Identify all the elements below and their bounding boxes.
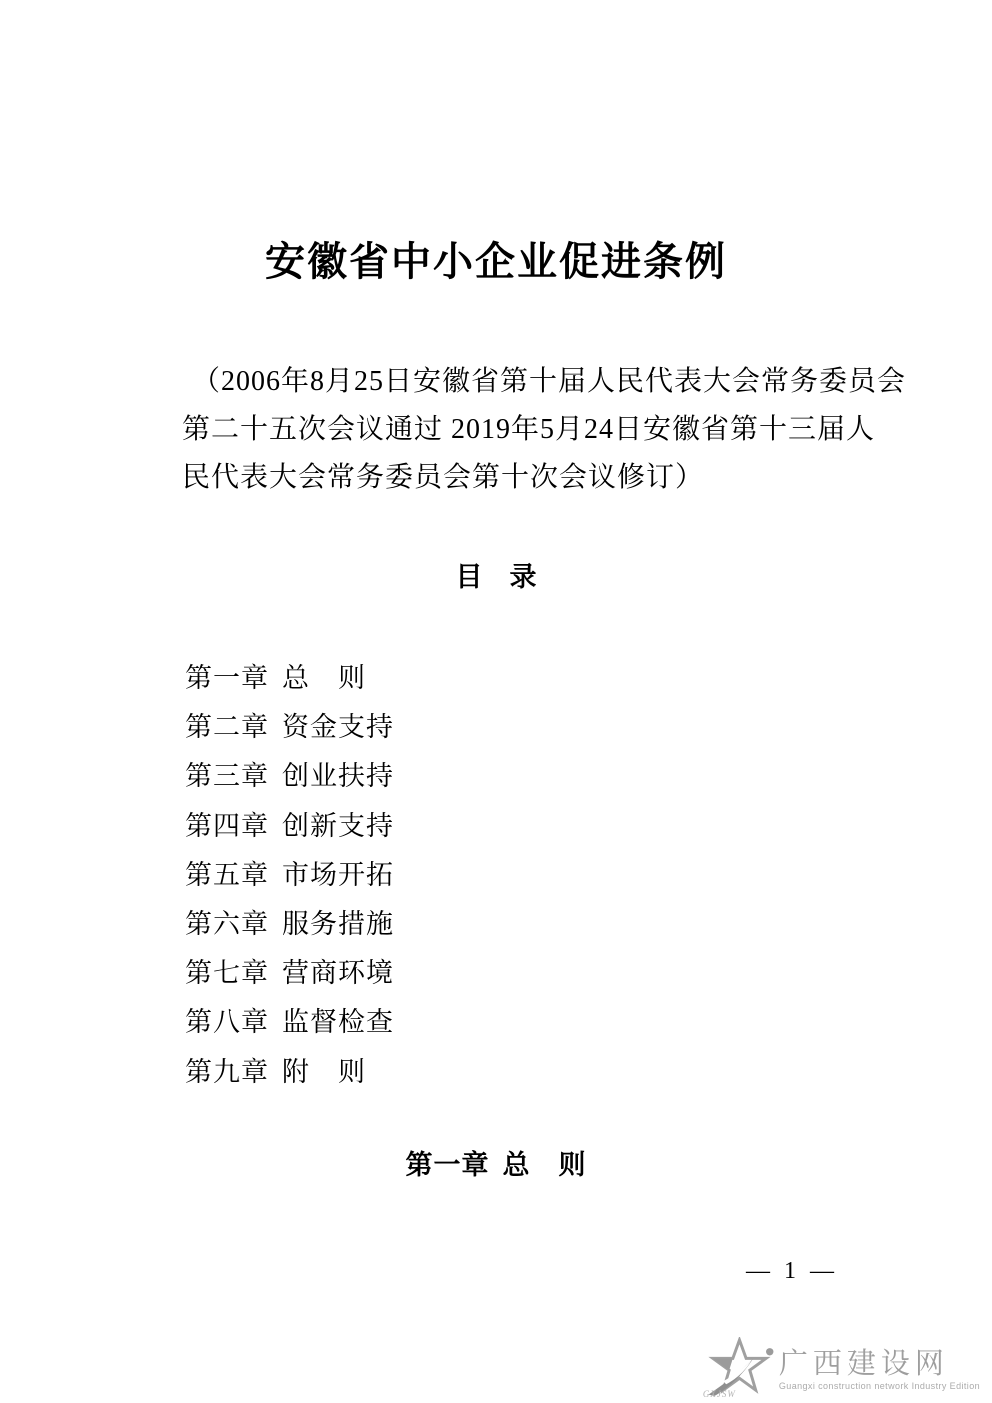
toc-chapter-number: 第八章	[185, 1007, 269, 1038]
chapter-1-heading	[0, 1149, 992, 1181]
site-watermark	[701, 1337, 980, 1399]
toc-chapter-number: 第一章	[185, 663, 269, 694]
toc-item	[185, 848, 394, 897]
toc-item	[185, 651, 394, 700]
toc-chapter-number: 第二章	[185, 712, 269, 743]
chapter-heading-number: 第一章	[405, 1150, 490, 1180]
toc-item	[185, 897, 394, 946]
logo-script-text: GXJSW	[702, 1389, 736, 1399]
toc-list	[185, 651, 394, 1094]
toc-item	[185, 700, 394, 749]
toc-item	[185, 946, 394, 995]
toc-item	[185, 749, 394, 798]
toc-chapter-title: 附 则	[282, 1056, 366, 1087]
toc-chapter-title: 资金支持	[282, 712, 394, 743]
toc-chapter-title: 服务措施	[282, 909, 394, 940]
toc-chapter-title: 创新支持	[282, 810, 394, 841]
page-number: — 1 —	[746, 1258, 838, 1284]
enactment-note-line: （2006年8月25日安徽省第十届人民代表大会常务委员会	[192, 366, 907, 397]
enactment-note-line: 第二十五次会议通过 2019年5月24日安徽省第十三届人	[182, 414, 876, 445]
toc-chapter-number: 第七章	[185, 958, 269, 989]
star-logo-icon	[701, 1337, 775, 1399]
toc-chapter-title: 创业扶持	[282, 761, 394, 792]
toc-chapter-title: 总 则	[282, 663, 366, 694]
enactment-note-line: 民代表大会常务委员会第十次会议修订）	[182, 462, 705, 493]
chapter-heading-title: 总 则	[502, 1150, 587, 1180]
watermark-site-name: 广西建设网	[778, 1348, 949, 1380]
toc-chapter-number: 第三章	[185, 761, 269, 792]
watermark-tagline: Guangxi construction network Industry Edition	[778, 1381, 980, 1391]
toc-item	[185, 995, 394, 1044]
toc-chapter-number: 第四章	[185, 810, 269, 841]
toc-chapter-title: 市场开拓	[282, 859, 394, 890]
document-title: 安徽省中小企业促进条例	[265, 240, 727, 284]
watermark-text-block	[779, 1349, 980, 1391]
enactment-note	[182, 358, 907, 502]
toc-chapter-number: 第六章	[185, 909, 269, 940]
toc-chapter-number: 第九章	[185, 1056, 269, 1087]
toc-chapter-title: 营商环境	[282, 958, 394, 989]
toc-item	[185, 799, 394, 848]
toc-item	[185, 1045, 394, 1094]
toc-heading: 目 录	[455, 562, 537, 592]
toc-chapter-number: 第五章	[185, 859, 269, 890]
toc-chapter-title: 监督检查	[282, 1007, 394, 1038]
